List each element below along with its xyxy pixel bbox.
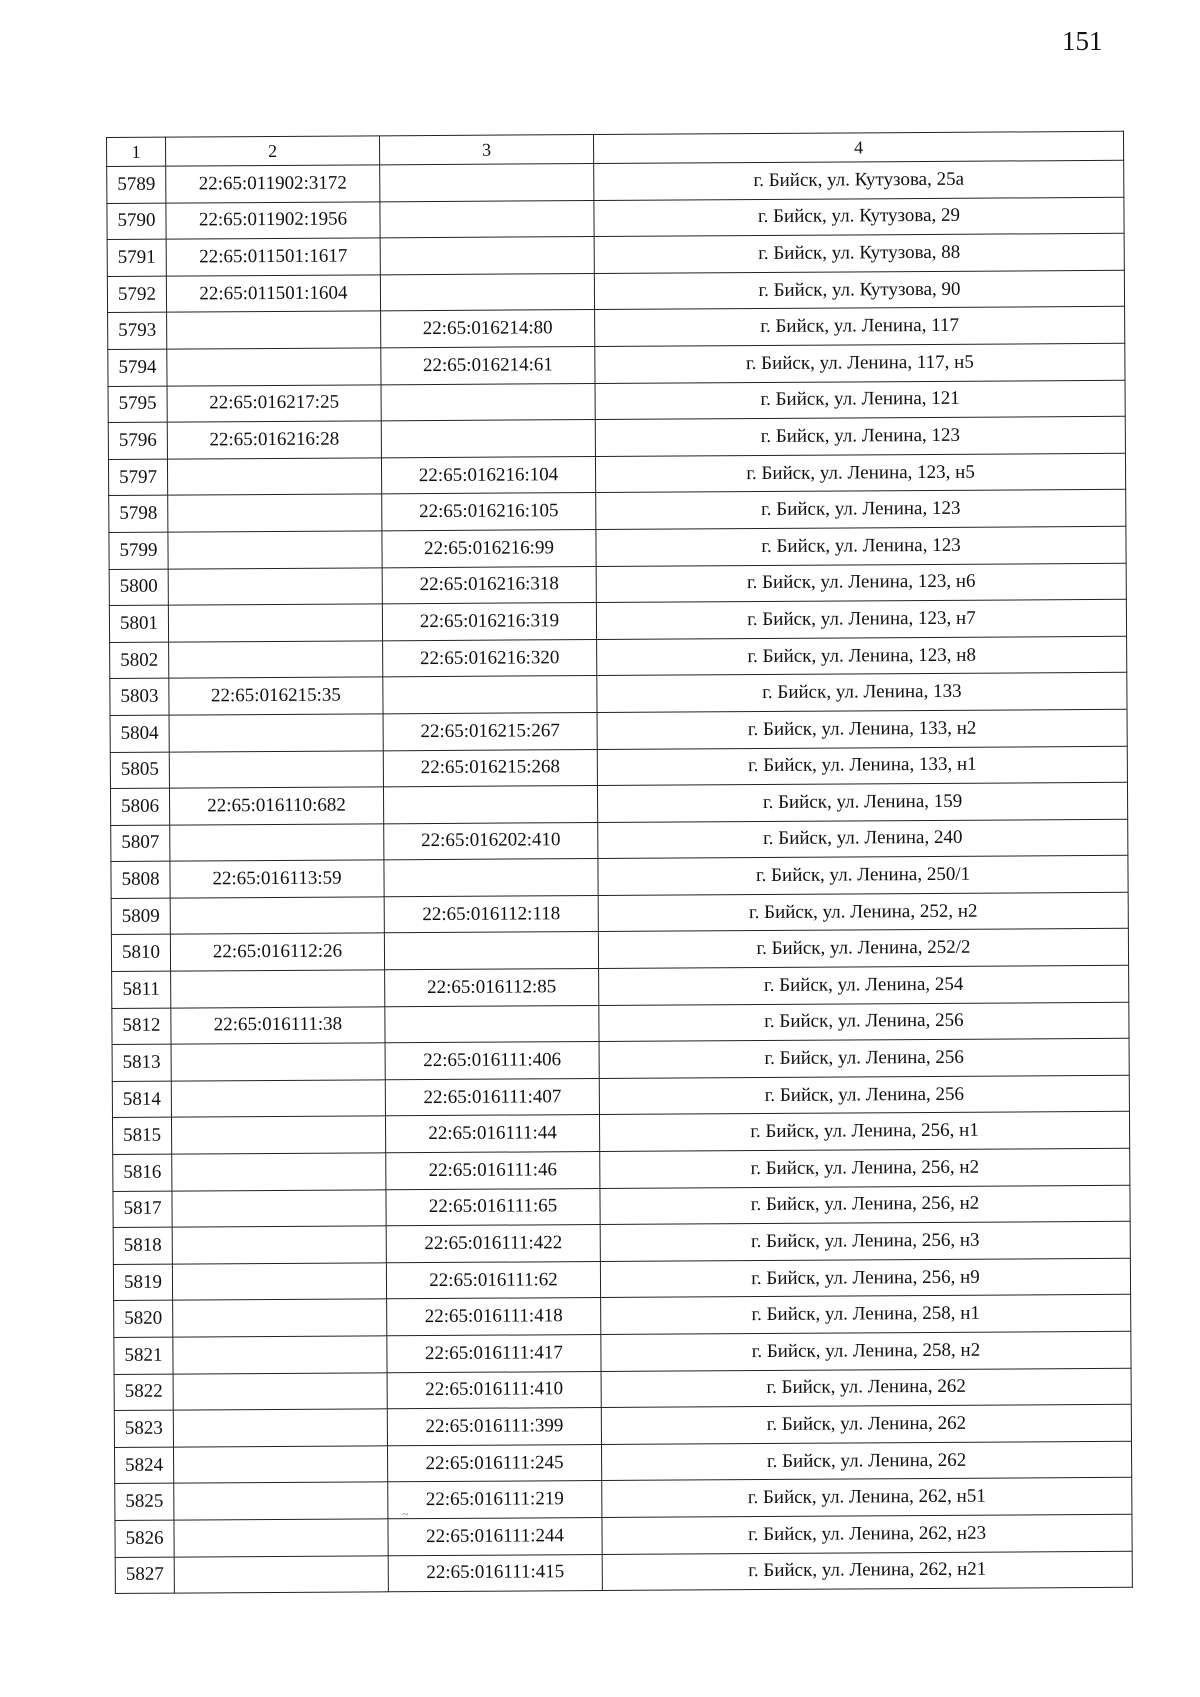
table-row	[108, 343, 1125, 386]
address-cell: г. Бийск, ул. Ленина, 121	[595, 380, 1125, 420]
cadastral-number-cell	[168, 494, 382, 532]
cadastral-number-cell	[169, 714, 383, 752]
cadastral-number-cell	[167, 311, 381, 349]
row-number-cell: 5816	[113, 1154, 172, 1191]
cadastral-number-cell: 22:65:016215:35	[169, 677, 383, 715]
row-number-cell: 5821	[114, 1337, 173, 1374]
table-row	[107, 233, 1124, 276]
premises-number-cell: 22:65:016216:318	[382, 566, 596, 604]
address-cell: г. Бийск, ул. Ленина, 123	[596, 490, 1126, 530]
table-row	[109, 490, 1126, 533]
cadastral-number-cell: 22:65:016113:59	[170, 860, 384, 898]
cadastral-number-cell: 22:65:016110:682	[169, 787, 383, 825]
cadastral-number-cell	[174, 1555, 388, 1593]
cadastral-number-cell	[174, 1446, 388, 1484]
premises-number-cell: 22:65:016216:105	[382, 493, 596, 531]
row-number-cell: 5810	[111, 935, 170, 972]
row-number-cell: 5802	[110, 642, 169, 679]
table-row	[114, 1331, 1131, 1374]
address-cell: г. Бийск, ул. Ленина, 256, н3	[600, 1221, 1130, 1261]
table-row	[115, 1551, 1132, 1594]
premises-number-cell: 22:65:016216:319	[382, 603, 596, 641]
table-row	[108, 416, 1125, 459]
table-row	[113, 1185, 1130, 1228]
premises-number-cell: 22:65:016111:399	[387, 1408, 601, 1446]
table-row	[112, 965, 1129, 1008]
address-cell: г. Бийск, ул. Ленина, 256, н2	[600, 1185, 1130, 1225]
cadastral-number-cell: 22:65:011902:1956	[166, 201, 380, 239]
address-cell: г. Бийск, ул. Ленина, 262	[601, 1368, 1131, 1408]
table-row	[111, 929, 1128, 972]
address-cell: г. Бийск, ул. Ленина, 262, н51	[602, 1478, 1132, 1518]
cadastral-number-cell	[169, 750, 383, 788]
premises-number-cell: 22:65:016111:245	[387, 1444, 601, 1482]
premises-number-cell: 22:65:016111:410	[387, 1371, 601, 1409]
row-number-cell: 5812	[112, 1008, 171, 1045]
row-number-cell: 5799	[109, 532, 168, 569]
address-cell: г. Бийск, ул. Ленина, 123, н8	[597, 636, 1127, 676]
address-cell: г. Бийск, ул. Кутузова, 88	[594, 233, 1124, 273]
table-row	[108, 380, 1125, 423]
row-number-cell: 5818	[113, 1227, 172, 1264]
premises-number-cell: 22:65:016202:410	[384, 822, 598, 860]
row-number-cell: 5804	[110, 715, 169, 752]
row-number-cell: 5803	[110, 678, 169, 715]
row-number-cell: 5808	[111, 861, 170, 898]
table-row	[110, 709, 1127, 752]
table-row	[115, 1478, 1132, 1521]
address-cell: г. Бийск, ул. Ленина, 123, н7	[596, 599, 1126, 639]
row-number-cell: 5795	[108, 386, 167, 423]
row-number-cell: 5791	[107, 239, 166, 276]
registry-table	[106, 131, 1133, 1594]
premises-number-cell	[380, 200, 594, 238]
premises-number-cell: 22:65:016214:61	[381, 346, 595, 384]
premises-number-cell	[383, 786, 597, 824]
cadastral-number-cell	[172, 1263, 386, 1301]
row-number-cell: 5824	[115, 1447, 174, 1484]
cadastral-number-cell	[171, 1080, 385, 1118]
row-number-cell: 5801	[109, 605, 168, 642]
address-cell: г. Бийск, ул. Ленина, 123	[595, 416, 1125, 456]
premises-number-cell	[380, 237, 594, 275]
table-row	[115, 1514, 1132, 1557]
table-row	[107, 270, 1124, 313]
table-row	[110, 636, 1127, 679]
address-cell: г. Бийск, ул. Ленина, 123	[596, 526, 1126, 566]
premises-number-cell	[384, 932, 598, 970]
premises-number-cell: 22:65:016111:62	[386, 1261, 600, 1299]
column-header-2: 2	[166, 136, 380, 166]
cadastral-number-cell	[173, 1299, 387, 1337]
premises-number-cell: 22:65:016215:267	[383, 712, 597, 750]
address-cell: г. Бийск, ул. Ленина, 256, н9	[600, 1258, 1130, 1298]
row-number-cell: 5798	[109, 495, 168, 532]
premises-number-cell: 22:65:016215:268	[383, 749, 597, 787]
premises-number-cell: 22:65:016111:46	[386, 1152, 600, 1190]
row-number-cell: 5793	[108, 313, 167, 350]
table-row	[112, 1112, 1129, 1155]
row-number-cell: 5817	[113, 1191, 172, 1228]
premises-number-cell	[383, 676, 597, 714]
premises-number-cell: 22:65:016111:422	[386, 1225, 600, 1263]
address-cell: г. Бийск, ул. Ленина, 254	[599, 965, 1129, 1005]
cadastral-number-cell: 22:65:016112:26	[170, 933, 384, 971]
row-number-cell: 5809	[111, 898, 170, 935]
premises-number-cell: 22:65:016111:44	[385, 1115, 599, 1153]
table-row	[107, 197, 1124, 240]
row-number-cell: 5823	[114, 1410, 173, 1447]
address-cell: г. Бийск, ул. Ленина, 117	[595, 307, 1125, 347]
address-cell: г. Бийск, ул. Ленина, 117, н5	[595, 343, 1125, 383]
table-row	[108, 307, 1125, 350]
premises-number-cell: 22:65:016112:118	[384, 895, 598, 933]
address-cell: г. Бийск, ул. Ленина, 123, н5	[595, 453, 1125, 493]
premises-number-cell	[384, 859, 598, 897]
table-row	[108, 453, 1125, 496]
row-number-cell: 5790	[107, 203, 166, 240]
premises-number-cell: 22:65:016111:418	[387, 1298, 601, 1336]
premises-number-cell: 22:65:016111:219	[388, 1481, 602, 1519]
row-number-cell: 5794	[108, 349, 167, 386]
premises-number-cell	[381, 420, 595, 458]
premises-number-cell: 22:65:016111:407	[385, 1078, 599, 1116]
address-cell: г. Бийск, ул. Ленина, 256	[599, 1075, 1129, 1115]
row-number-cell: 5815	[112, 1118, 171, 1155]
premises-number-cell: 22:65:016111:417	[387, 1334, 601, 1372]
row-number-cell: 5789	[107, 166, 166, 203]
address-cell: г. Бийск, ул. Ленина, 262	[601, 1441, 1131, 1481]
address-cell: г. Бийск, ул. Ленина, 256	[599, 1002, 1129, 1042]
premises-number-cell: 22:65:016112:85	[385, 969, 599, 1007]
row-number-cell: 5827	[115, 1557, 174, 1594]
address-cell: г. Бийск, ул. Кутузова, 90	[594, 270, 1124, 310]
row-number-cell: 5805	[110, 752, 169, 789]
address-cell: г. Бийск, ул. Ленина, 240	[598, 819, 1128, 859]
address-cell: г. Бийск, ул. Ленина, 256	[599, 1039, 1129, 1079]
row-number-cell: 5811	[112, 971, 171, 1008]
table-row	[107, 160, 1124, 203]
cadastral-number-cell	[170, 824, 384, 862]
table-row	[114, 1295, 1131, 1338]
address-cell: г. Бийск, ул. Ленина, 133	[597, 673, 1127, 713]
premises-number-cell: 22:65:016216:320	[383, 639, 597, 677]
table-row	[110, 782, 1127, 825]
table-row	[113, 1148, 1130, 1191]
row-number-cell: 5797	[108, 459, 167, 496]
row-number-cell: 5826	[115, 1520, 174, 1557]
row-number-cell: 5800	[109, 569, 168, 606]
registry-table-container	[106, 131, 1132, 1594]
row-number-cell: 5819	[113, 1264, 172, 1301]
address-cell: г. Бийск, ул. Ленина, 262, н23	[602, 1514, 1132, 1554]
address-cell: г. Бийск, ул. Ленина, 252/2	[598, 929, 1128, 969]
row-number-cell: 5820	[114, 1301, 173, 1338]
row-number-cell: 5806	[110, 788, 169, 825]
table-row	[113, 1221, 1130, 1264]
address-cell: г. Бийск, ул. Ленина, 256, н1	[599, 1112, 1129, 1152]
premises-number-cell: 22:65:016111:406	[385, 1042, 599, 1080]
premises-number-cell: 22:65:016216:104	[381, 456, 595, 494]
table-row	[111, 819, 1128, 862]
premises-number-cell: 22:65:016216:99	[382, 529, 596, 567]
column-header-3: 3	[379, 135, 593, 165]
address-cell: г. Бийск, ул. Ленина, 159	[597, 782, 1127, 822]
address-cell: г. Бийск, ул. Ленина, 252, н2	[598, 892, 1128, 932]
cadastral-number-cell	[168, 531, 382, 569]
cadastral-number-cell	[174, 1482, 388, 1520]
cadastral-number-cell	[168, 567, 382, 605]
address-cell: г. Бийск, ул. Ленина, 133, н2	[597, 709, 1127, 749]
column-header-1: 1	[107, 137, 166, 166]
cadastral-number-cell: 22:65:016111:38	[171, 1006, 385, 1044]
row-number-cell: 5792	[107, 276, 166, 313]
address-cell: г. Бийск, ул. Ленина, 133, н1	[597, 746, 1127, 786]
address-cell: г. Бийск, ул. Ленина, 258, н1	[601, 1295, 1131, 1335]
address-cell: г. Бийск, ул. Ленина, 262, н21	[602, 1551, 1132, 1591]
address-cell: г. Бийск, ул. Ленина, 262	[601, 1404, 1131, 1444]
address-cell: г. Бийск, ул. Кутузова, 25а	[594, 160, 1124, 200]
cadastral-number-cell: 22:65:016217:25	[167, 384, 381, 422]
row-number-cell: 5825	[115, 1483, 174, 1520]
row-number-cell: 5814	[112, 1081, 171, 1118]
table-row	[115, 1441, 1132, 1484]
cadastral-number-cell: 22:65:011501:1604	[166, 275, 380, 313]
cadastral-number-cell	[169, 641, 383, 679]
premises-number-cell: 22:65:016111:244	[388, 1517, 602, 1555]
table-row	[110, 673, 1127, 716]
address-cell: г. Бийск, ул. Кутузова, 29	[594, 197, 1124, 237]
cadastral-number-cell	[171, 970, 385, 1008]
cadastral-number-cell	[168, 604, 382, 642]
table-body	[107, 160, 1133, 1593]
cadastral-number-cell: 22:65:011501:1617	[166, 238, 380, 276]
cadastral-number-cell	[173, 1372, 387, 1410]
cadastral-number-cell: 22:65:016216:28	[167, 421, 381, 459]
row-number-cell: 5796	[108, 422, 167, 459]
table-row	[114, 1404, 1131, 1447]
row-number-cell: 5813	[112, 1044, 171, 1081]
cadastral-number-cell	[174, 1519, 388, 1557]
cadastral-number-cell	[171, 1116, 385, 1154]
page-number: 151	[1062, 26, 1103, 56]
cadastral-number-cell	[167, 458, 381, 496]
address-cell: г. Бийск, ул. Ленина, 123, н6	[596, 563, 1126, 603]
table-row	[111, 856, 1128, 899]
premises-number-cell	[385, 1005, 599, 1043]
table-row	[112, 1075, 1129, 1118]
address-cell: г. Бийск, ул. Ленина, 256, н2	[600, 1148, 1130, 1188]
premises-number-cell: 22:65:016214:80	[381, 310, 595, 348]
table-row	[112, 1039, 1129, 1082]
cadastral-number-cell	[173, 1336, 387, 1374]
cadastral-number-cell	[172, 1189, 386, 1227]
address-cell: г. Бийск, ул. Ленина, 250/1	[598, 856, 1128, 896]
cadastral-number-cell	[167, 348, 381, 386]
cadastral-number-cell	[171, 1043, 385, 1081]
cadastral-number-cell	[172, 1153, 386, 1191]
scan-speck: ~	[402, 1507, 409, 1521]
row-number-cell: 5807	[111, 825, 170, 862]
table-row	[109, 563, 1126, 606]
cadastral-number-cell	[172, 1226, 386, 1264]
table-row	[111, 892, 1128, 935]
table-row	[110, 746, 1127, 789]
premises-number-cell: 22:65:016111:65	[386, 1188, 600, 1226]
table-row	[113, 1258, 1130, 1301]
cadastral-number-cell	[170, 897, 384, 935]
table-row	[114, 1368, 1131, 1411]
table-row	[109, 599, 1126, 642]
row-number-cell: 5822	[114, 1374, 173, 1411]
address-cell: г. Бийск, ул. Ленина, 258, н2	[601, 1331, 1131, 1371]
premises-number-cell	[380, 273, 594, 311]
premises-number-cell	[381, 383, 595, 421]
column-header-4: 4	[593, 131, 1123, 163]
premises-number-cell	[380, 164, 594, 202]
table-row	[109, 526, 1126, 569]
table-row	[112, 1002, 1129, 1045]
cadastral-number-cell	[173, 1409, 387, 1447]
cadastral-number-cell: 22:65:011902:3172	[166, 165, 380, 203]
premises-number-cell: 22:65:016111:415	[388, 1554, 602, 1592]
